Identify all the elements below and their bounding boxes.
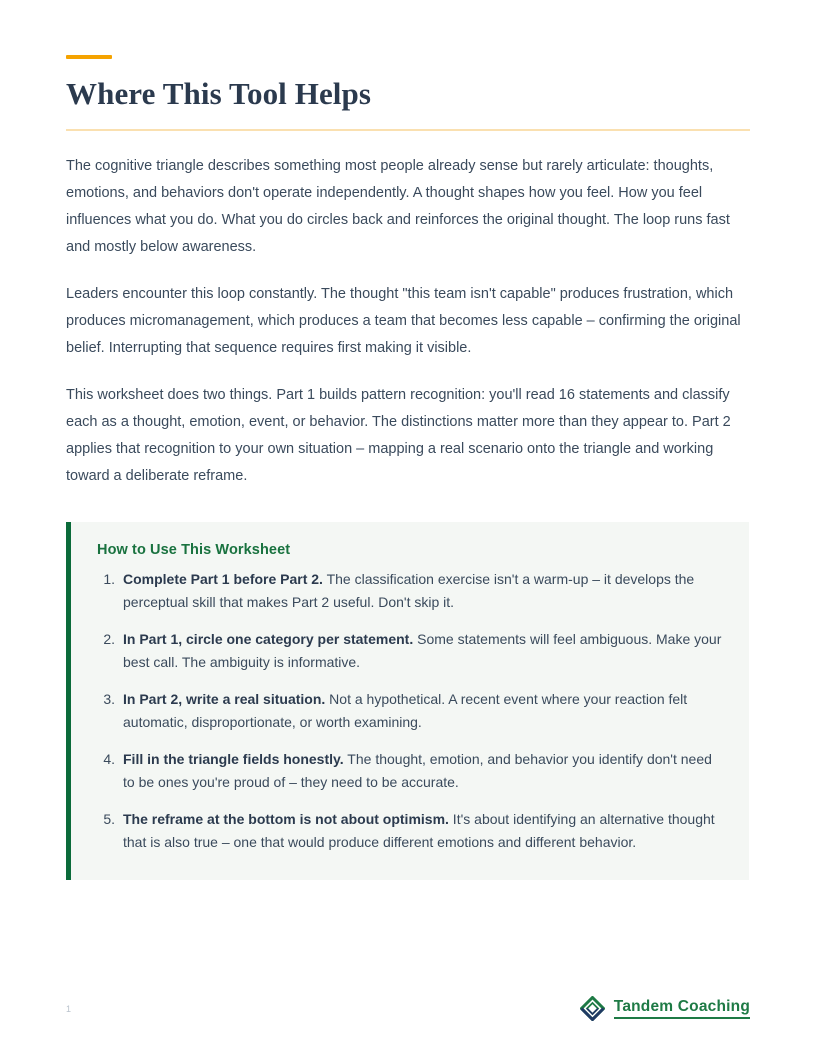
intro-paragraph-2: Leaders encounter this loop constantly. The thought "this team isn't capable" produces frustration, which produces micromanagement, which produces a team that becomes less capable – confirming the original belief. Interrupting that sequence requires first making it visible. — [66, 286, 741, 356]
how-to-use-callout — [66, 522, 749, 880]
list-item — [97, 808, 723, 854]
step-lead: The reframe at the bottom is not about optimism. — [123, 811, 449, 827]
intro-paragraph-3: This worksheet does two things. Part 1 builds pattern recognition: you'll read 16 statements and classify each as a thought, emotion, event, or behavior. The distinctions matter more than they appear to. Part 2 applies that recognition to your own situation – mapping a real scenario onto the triangle and working toward a deliberate reframe. — [66, 387, 731, 484]
step-lead: Complete Part 1 before Part 2. — [123, 571, 323, 587]
page-title: Where This Tool Helps — [66, 76, 372, 111]
step-lead: In Part 2, write a real situation. — [123, 691, 326, 707]
step-detail: The thought, emotion, and behavior you identify don't need to be ones you're proud of – they need to be accurate. — [123, 751, 712, 790]
intro-paragraph-1: The cognitive triangle describes something most people already sense but rarely articulate: thoughts, emotions, and behaviors don't operate independently. A thought shapes how you feel. How you feel influences what you do. What you do circles back and reinforces the original thought. The loop runs fast and mostly below awareness. — [66, 158, 730, 255]
step-detail: It's about identifying an alternative thought that is also true – one that would produce different emotions and different behavior. — [123, 811, 715, 850]
list-item — [97, 628, 723, 674]
step-lead: Fill in the triangle fields honestly. — [123, 751, 344, 767]
list-item — [97, 688, 723, 734]
page-footer — [0, 996, 816, 1056]
brand-logo — [580, 996, 750, 1021]
step-detail: The classification exercise isn't a warm-up – it develops the perceptual skill that makes Part 2 useful. Don't skip it. — [123, 571, 695, 610]
step-lead: In Part 1, circle one category per statement. — [123, 631, 414, 647]
tandem-diamond-icon — [580, 996, 605, 1021]
page-number: 1 — [66, 1004, 72, 1014]
callout-heading: How to Use This Worksheet — [97, 542, 291, 558]
brand-wordmark: Tandem Coaching — [614, 998, 750, 1019]
title-accent-bar — [66, 55, 112, 59]
step-detail: Some statements will feel ambiguous. Make your best call. The ambiguity is informative. — [123, 631, 722, 670]
list-item — [97, 748, 723, 794]
callout-steps-list — [97, 568, 723, 854]
page-content — [66, 0, 750, 880]
step-detail: Not a hypothetical. A recent event where your reaction felt automatic, disproportionate, or worth examining. — [123, 691, 688, 730]
list-item — [97, 568, 723, 614]
